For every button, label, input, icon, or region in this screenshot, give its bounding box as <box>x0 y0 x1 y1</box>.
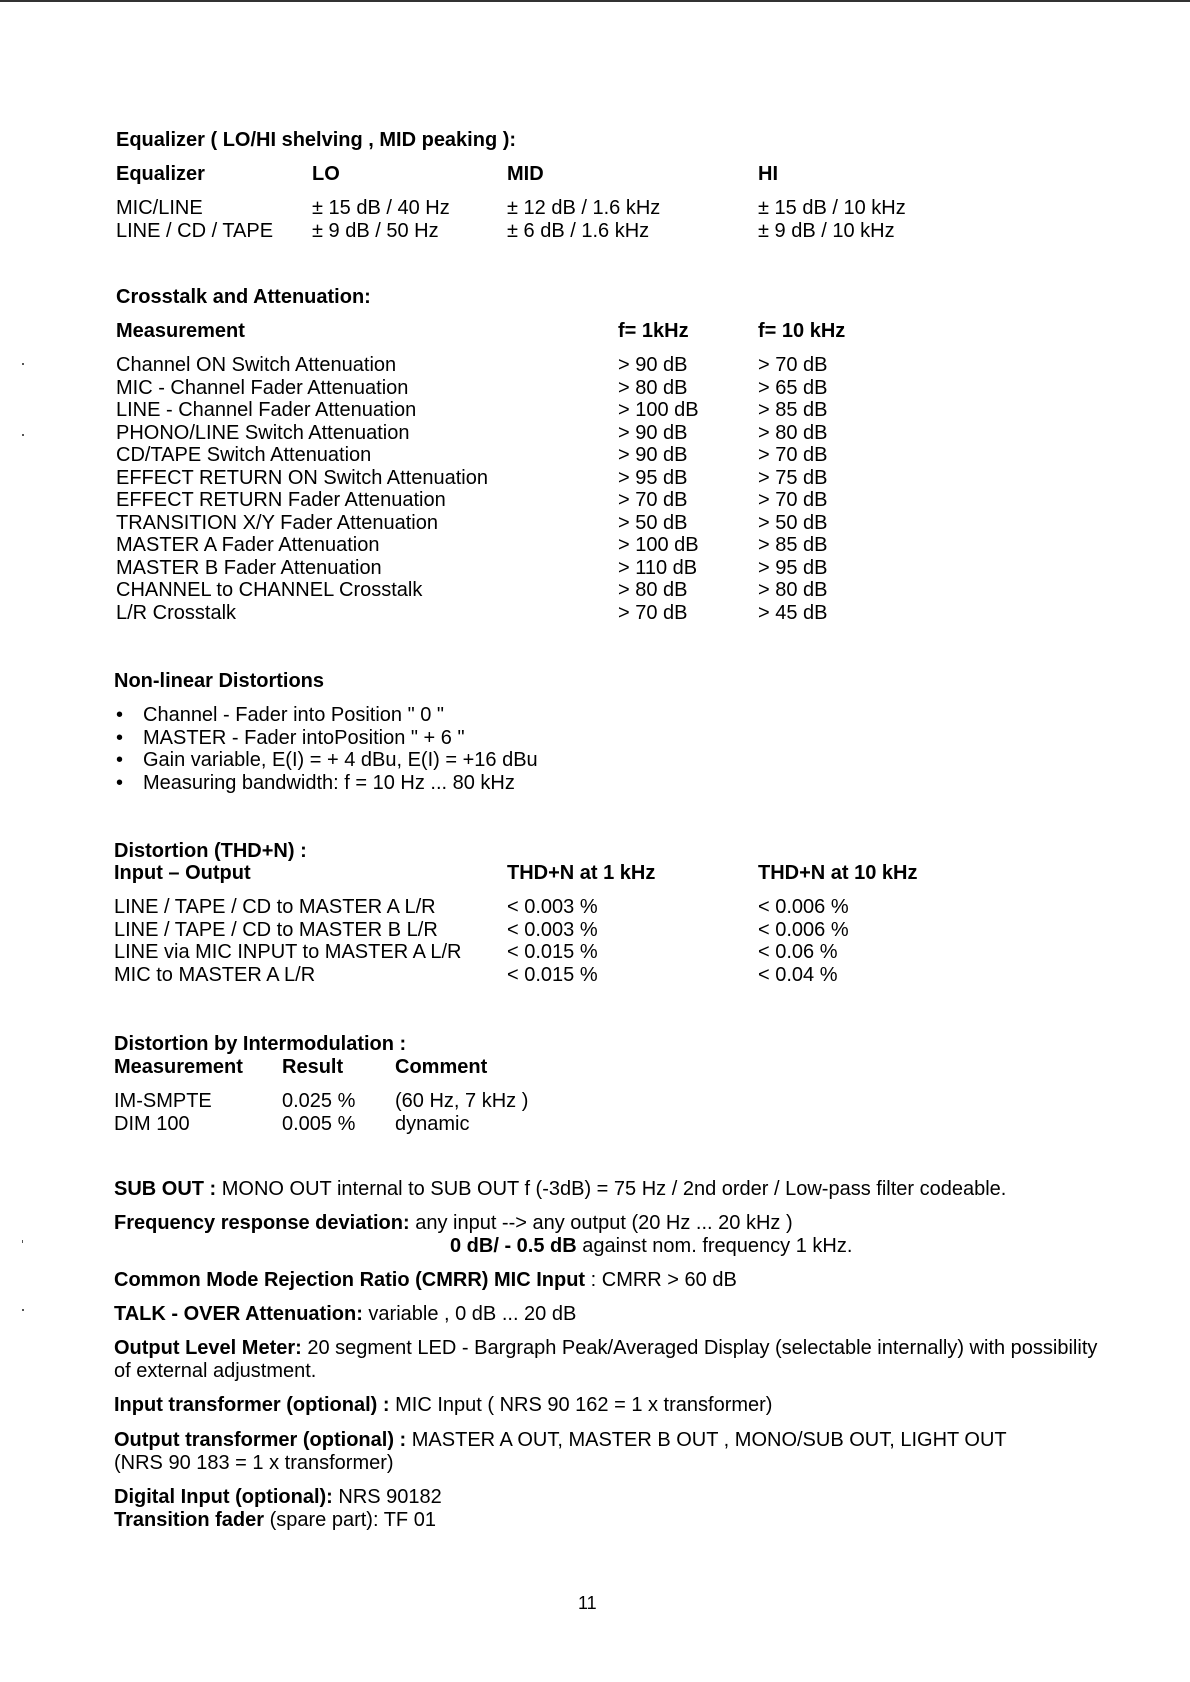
spec-note: against nom. frequency 1 kHz. <box>576 1235 853 1257</box>
crosstalk-header-10khz: f= 10 kHz <box>758 320 846 342</box>
frequency-response-value-line <box>450 1235 852 1258</box>
table-cell: DIM 100 <box>114 1112 190 1135</box>
spec-text: variable , 0 dB ... 20 dB <box>362 1303 577 1325</box>
table-cell: LINE via MIC INPUT to MASTER A L/R <box>114 941 462 963</box>
spec-text: MONO OUT internal to SUB OUT f (-3dB) = 75 Hz / 2nd order / Low-pass filter codeable. <box>216 1178 1007 1200</box>
frequency-response-spec <box>114 1212 1114 1235</box>
spec-value: 0 dB/ - 0.5 dB <box>450 1235 577 1257</box>
spec-text: any input --> any output (20 Hz ... 20 kHz ) <box>409 1212 793 1234</box>
table-cell: > 50 dB <box>618 511 688 534</box>
equalizer-header-hi: HI <box>758 163 778 185</box>
equalizer-title: Equalizer ( LO/HI shelving , MID peaking ): <box>116 129 517 151</box>
crosstalk-name-column <box>116 354 488 624</box>
table-cell: > 80 dB <box>758 421 828 444</box>
table-cell: < 0.003 % <box>507 918 598 941</box>
top-border <box>0 0 1190 2</box>
table-cell: MASTER A Fader Attenuation <box>116 534 380 556</box>
scan-speck <box>22 1240 23 1243</box>
table-cell: dynamic <box>395 1112 470 1135</box>
table-cell: > 75 dB <box>758 466 828 489</box>
table-cell: > 70 dB <box>618 489 688 511</box>
spec-text: MASTER A OUT, MASTER B OUT , MONO/SUB OUT, LIGHT OUT <box>406 1429 1007 1451</box>
nonlinear-title: Non-linear Distortions <box>114 670 325 692</box>
sub-out-spec <box>114 1178 1114 1201</box>
output-transformer-spec <box>114 1429 1114 1452</box>
list-item: • Channel - Fader into Position " 0 " <box>116 704 538 727</box>
spec-label: Transition fader <box>114 1509 265 1531</box>
scan-speck <box>22 363 24 365</box>
table-cell: > 110 dB <box>618 556 698 579</box>
spec-text: : CMRR > 60 dB <box>585 1269 737 1291</box>
table-cell: < 0.015 % <box>507 941 598 963</box>
output-level-meter-spec <box>114 1337 1114 1382</box>
spec-label: Output transformer (optional) : <box>114 1429 407 1451</box>
table-cell: > 100 dB <box>618 534 699 556</box>
thd-title: Distortion (THD+N) : <box>114 840 307 862</box>
table-cell: > 70 dB <box>758 444 828 466</box>
spec-label: TALK - OVER Attenuation: <box>114 1303 363 1325</box>
table-cell: MASTER B Fader Attenuation <box>116 556 382 579</box>
spec-label: Output Level Meter: <box>114 1337 302 1359</box>
table-cell: PHONO/LINE Switch Attenuation <box>116 421 410 444</box>
table-cell: > 95 dB <box>758 556 828 579</box>
table-cell: 0.025 % <box>282 1090 356 1112</box>
table-cell: > 45 dB <box>758 601 828 624</box>
spec-text: MIC Input ( NRS 90 162 = 1 x transformer) <box>389 1394 773 1416</box>
equalizer-header-lo: LO <box>312 163 340 185</box>
table-cell: ± 12 dB / 1.6 kHz <box>507 197 661 219</box>
table-cell: > 80 dB <box>618 579 688 601</box>
table-cell: > 70 dB <box>618 601 688 624</box>
im-header-measurement: Measurement <box>114 1056 243 1078</box>
equalizer-name-column <box>116 197 273 242</box>
table-cell: > 90 dB <box>618 421 688 444</box>
table-cell: < 0.015 % <box>507 963 598 986</box>
thd-header-io: Input – Output <box>114 862 251 884</box>
table-cell: > 65 dB <box>758 376 828 399</box>
im-result-column <box>282 1090 355 1135</box>
table-cell: > 90 dB <box>618 444 688 466</box>
spec-text: 20 segment LED - Bargraph Peak/Averaged Display (selectable internally) with possibility of external adjustment. <box>114 1337 1098 1382</box>
table-cell: LINE / TAPE / CD to MASTER A L/R <box>114 896 436 918</box>
equalizer-lo-column <box>312 197 450 242</box>
crosstalk-title: Crosstalk and Attenuation: <box>116 286 371 308</box>
input-transformer-spec <box>114 1394 1114 1417</box>
table-cell: (60 Hz, 7 kHz ) <box>395 1090 529 1112</box>
scan-speck <box>22 434 24 436</box>
equalizer-hi-column <box>758 197 906 242</box>
thd-name-column <box>114 896 462 986</box>
page-number: 11 <box>578 1593 597 1613</box>
table-cell: > 70 dB <box>758 354 828 376</box>
table-cell: L/R Crosstalk <box>116 601 237 624</box>
table-cell: EFFECT RETURN Fader Attenuation <box>116 489 446 511</box>
table-cell: ± 15 dB / 40 Hz <box>312 197 450 219</box>
spec-text: (spare part): TF 01 <box>264 1509 436 1531</box>
table-cell: CHANNEL to CHANNEL Crosstalk <box>116 579 423 601</box>
transition-fader-spec <box>114 1509 1114 1532</box>
table-cell: IM-SMPTE <box>114 1090 212 1112</box>
im-header-result: Result <box>282 1056 344 1078</box>
spec-label: SUB OUT : <box>114 1178 217 1200</box>
table-cell: > 50 dB <box>758 511 828 534</box>
list-item: • MASTER - Fader intoPosition " + 6 " <box>116 727 538 750</box>
im-header-comment: Comment <box>395 1056 488 1078</box>
table-cell: < 0.006 % <box>758 918 849 941</box>
table-cell: < 0.04 % <box>758 963 838 986</box>
equalizer-header-mid: MID <box>507 163 544 185</box>
table-cell: TRANSITION X/Y Fader Attenuation <box>116 511 438 534</box>
table-cell: ± 6 dB / 1.6 kHz <box>507 219 650 242</box>
thd-1khz-column <box>507 896 598 986</box>
table-cell: > 85 dB <box>758 534 828 556</box>
crosstalk-header-1khz: f= 1kHz <box>618 320 689 342</box>
spec-label: Digital Input (optional): <box>114 1486 333 1508</box>
table-cell: < 0.06 % <box>758 941 838 963</box>
table-cell: 0.005 % <box>282 1112 356 1135</box>
equalizer-header-name: Equalizer <box>116 163 205 185</box>
cmrr-spec <box>114 1269 1114 1292</box>
table-cell: MIC - Channel Fader Attenuation <box>116 376 409 399</box>
table-cell: > 85 dB <box>758 399 828 421</box>
table-cell: < 0.006 % <box>758 896 849 918</box>
table-cell: MIC to MASTER A L/R <box>114 963 316 986</box>
crosstalk-1khz-column <box>618 354 699 624</box>
table-cell: EFFECT RETURN ON Switch Attenuation <box>116 466 488 489</box>
talk-over-spec <box>114 1303 1114 1326</box>
table-cell: ± 15 dB / 10 kHz <box>758 197 906 219</box>
thd-header-10khz: THD+N at 10 kHz <box>758 862 918 884</box>
list-item: • Measuring bandwidth: f = 10 Hz ... 80 kHz <box>116 772 538 795</box>
im-title: Distortion by Intermodulation : <box>114 1033 407 1055</box>
table-cell: > 70 dB <box>758 489 828 511</box>
table-cell: > 100 dB <box>618 399 699 421</box>
crosstalk-header-measurement: Measurement <box>116 320 245 342</box>
table-cell: < 0.003 % <box>507 896 598 918</box>
table-cell: CD/TAPE Switch Attenuation <box>116 444 372 466</box>
output-transformer-spec-line2: (NRS 90 183 = 1 x transformer) <box>114 1452 394 1474</box>
thd-header-1khz: THD+N at 1 kHz <box>507 862 656 884</box>
scan-speck <box>22 1309 24 1311</box>
spec-label: Common Mode Rejection Ratio (CMRR) MIC Input <box>114 1269 586 1291</box>
spec-text: NRS 90182 <box>332 1486 442 1508</box>
table-cell: > 95 dB <box>618 466 688 489</box>
table-cell: > 80 dB <box>618 376 688 399</box>
im-comment-column <box>395 1090 528 1135</box>
equalizer-mid-column <box>507 197 660 242</box>
im-name-column <box>114 1090 212 1135</box>
table-cell: LINE / CD / TAPE <box>116 219 274 242</box>
crosstalk-10khz-column <box>758 354 828 624</box>
digital-input-spec <box>114 1486 1114 1509</box>
table-cell: MIC/LINE <box>116 197 203 219</box>
spec-label: Frequency response deviation: <box>114 1212 410 1234</box>
thd-10khz-column <box>758 896 849 986</box>
table-cell: > 90 dB <box>618 354 688 376</box>
table-cell: ± 9 dB / 50 Hz <box>312 219 439 242</box>
list-item: • Gain variable, E(I) = + 4 dBu, E(I) = +16 dBu <box>116 749 538 772</box>
nonlinear-bullet-list <box>116 704 538 794</box>
spec-label: Input transformer (optional) : <box>114 1394 390 1416</box>
table-cell: ± 9 dB / 10 kHz <box>758 219 895 242</box>
table-cell: Channel ON Switch Attenuation <box>116 354 397 376</box>
table-cell: LINE / TAPE / CD to MASTER B L/R <box>114 918 438 941</box>
table-cell: LINE - Channel Fader Attenuation <box>116 399 417 421</box>
table-cell: > 80 dB <box>758 579 828 601</box>
